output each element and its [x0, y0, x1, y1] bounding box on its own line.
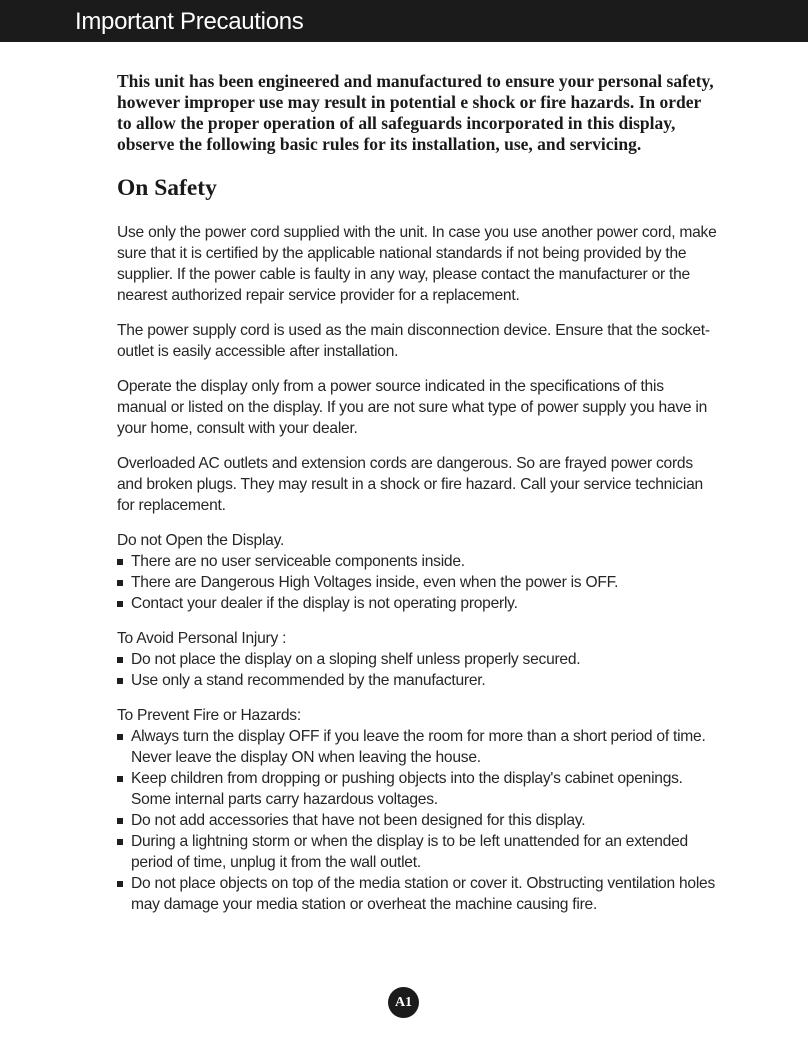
page-content	[117, 71, 717, 915]
list-item-text: Always turn the display OFF if you leave the room for more than a short period of time. Never leave the display ON when leaving the house.	[131, 728, 706, 766]
safety-paragraph: Overloaded AC outlets and extension cords are dangerous. So are frayed power cords and broken plugs. They may result in a shock or fire hazard. Call your service technician for replacement.	[117, 455, 703, 514]
list-item-text: Do not place objects on top of the media station or cover it. Obstructing ventilation holes may damage your media station or overheat the machine causing fire.	[131, 875, 716, 913]
list-item	[117, 551, 717, 572]
square-bullet-icon	[117, 776, 123, 782]
square-bullet-icon	[117, 839, 123, 845]
list-item	[117, 593, 717, 614]
header-bar	[0, 0, 808, 42]
precaution-group-open-display	[117, 530, 717, 614]
list-item	[117, 670, 717, 691]
page-title: Important Precautions	[75, 8, 304, 35]
square-bullet-icon	[117, 601, 123, 607]
bullet-list	[117, 551, 717, 614]
bullet-list	[117, 726, 717, 915]
square-bullet-icon	[117, 678, 123, 684]
list-item	[117, 572, 717, 593]
list-item	[117, 873, 717, 915]
group-lead: To Prevent Fire or Hazards:	[117, 707, 301, 724]
precaution-group-fire-hazards	[117, 705, 717, 915]
group-lead: To Avoid Personal Injury :	[117, 630, 287, 647]
bullet-list	[117, 649, 717, 691]
group-lead: Do not Open the Display.	[117, 532, 285, 549]
list-item	[117, 649, 717, 670]
list-item	[117, 810, 717, 831]
square-bullet-icon	[117, 818, 123, 824]
list-item	[117, 726, 717, 768]
square-bullet-icon	[117, 734, 123, 740]
list-item-text: Do not add accessories that have not been designed for this display.	[131, 812, 586, 829]
square-bullet-icon	[117, 881, 123, 887]
list-item-text: There are no user serviceable components inside.	[131, 553, 465, 570]
safety-paragraph: The power supply cord is used as the main disconnection device. Ensure that the socket-outlet is easily accessible after installation.	[117, 322, 710, 360]
square-bullet-icon	[117, 657, 123, 663]
list-item-text: There are Dangerous High Voltages inside, even when the power is OFF.	[131, 574, 619, 591]
safety-paragraph: Use only the power cord supplied with the unit. In case you use another power cord, make sure that it is certified by the applicable national standards if not being provided by the supplier. If the power cable is faulty in any way, please contact the manufacturer or the nearest authorized repair service provider for a replacement.	[117, 224, 717, 304]
section-heading: On Safety	[117, 175, 217, 201]
list-item	[117, 768, 717, 810]
intro-paragraph: This unit has been engineered and manufactured to ensure your personal safety, however improper use may result in potential e shock or fire hazards. In order to allow the proper operation of all safeguards incorporated in this display, observe the following basic rules for its installation, use, and servicing.	[117, 71, 714, 154]
list-item-text: Do not place the display on a sloping shelf unless properly secured.	[131, 651, 581, 668]
list-item	[117, 831, 717, 873]
list-item-text: Contact your dealer if the display is not operating properly.	[131, 595, 518, 612]
safety-paragraph: Operate the display only from a power source indicated in the specifications of this manual or listed on the display. If you are not sure what type of power supply you have in your home, consult with your dealer.	[117, 378, 708, 437]
precaution-group-personal-injury	[117, 628, 717, 691]
square-bullet-icon	[117, 580, 123, 586]
list-item-text: During a lightning storm or when the display is to be left unattended for an extended period of time, unplug it from the wall outlet.	[131, 833, 688, 871]
list-item-text: Keep children from dropping or pushing objects into the display's cabinet openings. Some internal parts carry hazardous voltages.	[131, 770, 683, 808]
page-number-badge: A1	[388, 987, 419, 1018]
square-bullet-icon	[117, 559, 123, 565]
list-item-text: Use only a stand recommended by the manufacturer.	[131, 672, 486, 689]
